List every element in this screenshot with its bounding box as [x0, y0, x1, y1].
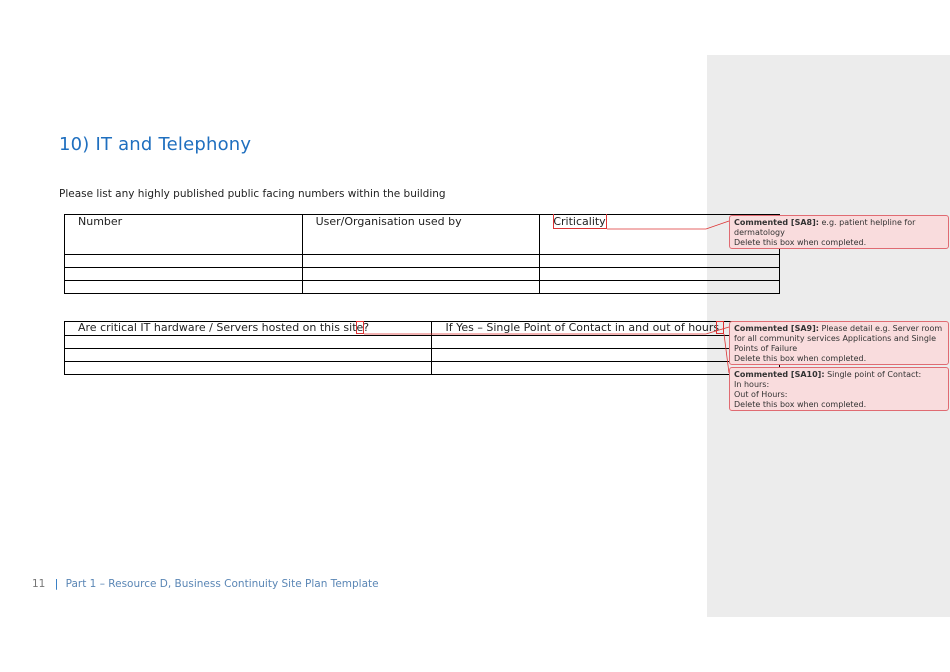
table-cell[interactable]: [432, 362, 780, 375]
comment-anchor-sa9[interactable]: [356, 321, 364, 334]
table-cell[interactable]: [65, 349, 432, 362]
table-cell[interactable]: [65, 362, 432, 375]
comment-text: e.g. patient helpline for dermatology: [734, 218, 916, 237]
table-header-row: [65, 215, 780, 255]
header-number[interactable]: Number: [65, 215, 303, 255]
page-footer: [32, 578, 379, 590]
comment-text: Out of Hours:: [734, 390, 788, 399]
comment-text: Single point of Contact:: [827, 370, 922, 379]
table-row: [65, 336, 780, 349]
table-row: [65, 268, 780, 281]
it-hardware-table: [64, 321, 780, 375]
header-critical-it-hardware[interactable]: Are critical IT hardware / Servers hosted on this site?: [65, 322, 432, 336]
header-criticality[interactable]: Criticality: [540, 215, 780, 255]
table-cell[interactable]: [302, 281, 540, 294]
footer-title: Part 1 – Resource D, Business Continuity Site Plan Template: [65, 578, 379, 590]
table-header-row: [65, 322, 780, 336]
comment-label: Commented [SA8]:: [734, 218, 819, 227]
header-user-organisation[interactable]: User/Organisation used by: [302, 215, 540, 255]
table-cell[interactable]: [302, 255, 540, 268]
comment-text: Delete this box when completed.: [734, 354, 867, 363]
table-row: [65, 255, 780, 268]
header-single-point-of-contact[interactable]: If Yes – Single Point of Contact in and out of hours: [432, 322, 780, 336]
footer-separator: |: [54, 578, 59, 590]
comment-label: Commented [SA9]:: [734, 324, 819, 333]
intro-text: Please list any highly published public facing numbers within the building: [59, 188, 446, 200]
table-cell[interactable]: [540, 255, 780, 268]
table-cell[interactable]: [432, 349, 780, 362]
comment-balloon-sa10[interactable]: [729, 367, 949, 411]
table-cell[interactable]: [302, 268, 540, 281]
table-row: [65, 349, 780, 362]
comment-text: Delete this box when completed.: [734, 238, 867, 247]
page-number: 11: [32, 578, 46, 590]
section-heading: 10) IT and Telephony: [59, 134, 252, 155]
comment-text: Delete this box when completed.: [734, 400, 867, 409]
comment-text: Please detail e.g. Server room for all community services Applications and Single Points of Failure: [734, 324, 943, 353]
table-cell[interactable]: [540, 281, 780, 294]
table-cell[interactable]: [432, 336, 780, 349]
table-cell[interactable]: [65, 255, 303, 268]
table-cell[interactable]: [540, 268, 780, 281]
table-cell[interactable]: [65, 268, 303, 281]
comment-balloon-sa9[interactable]: [729, 321, 949, 365]
comment-balloon-sa8[interactable]: [729, 215, 949, 249]
table-row: [65, 281, 780, 294]
table-cell[interactable]: [65, 281, 303, 294]
table-row: [65, 362, 780, 375]
comment-text: In hours:: [734, 380, 770, 389]
table-cell[interactable]: [65, 336, 432, 349]
comment-label: Commented [SA10]:: [734, 370, 825, 379]
public-numbers-table: [64, 214, 780, 294]
comment-anchor-sa10[interactable]: [716, 321, 724, 334]
